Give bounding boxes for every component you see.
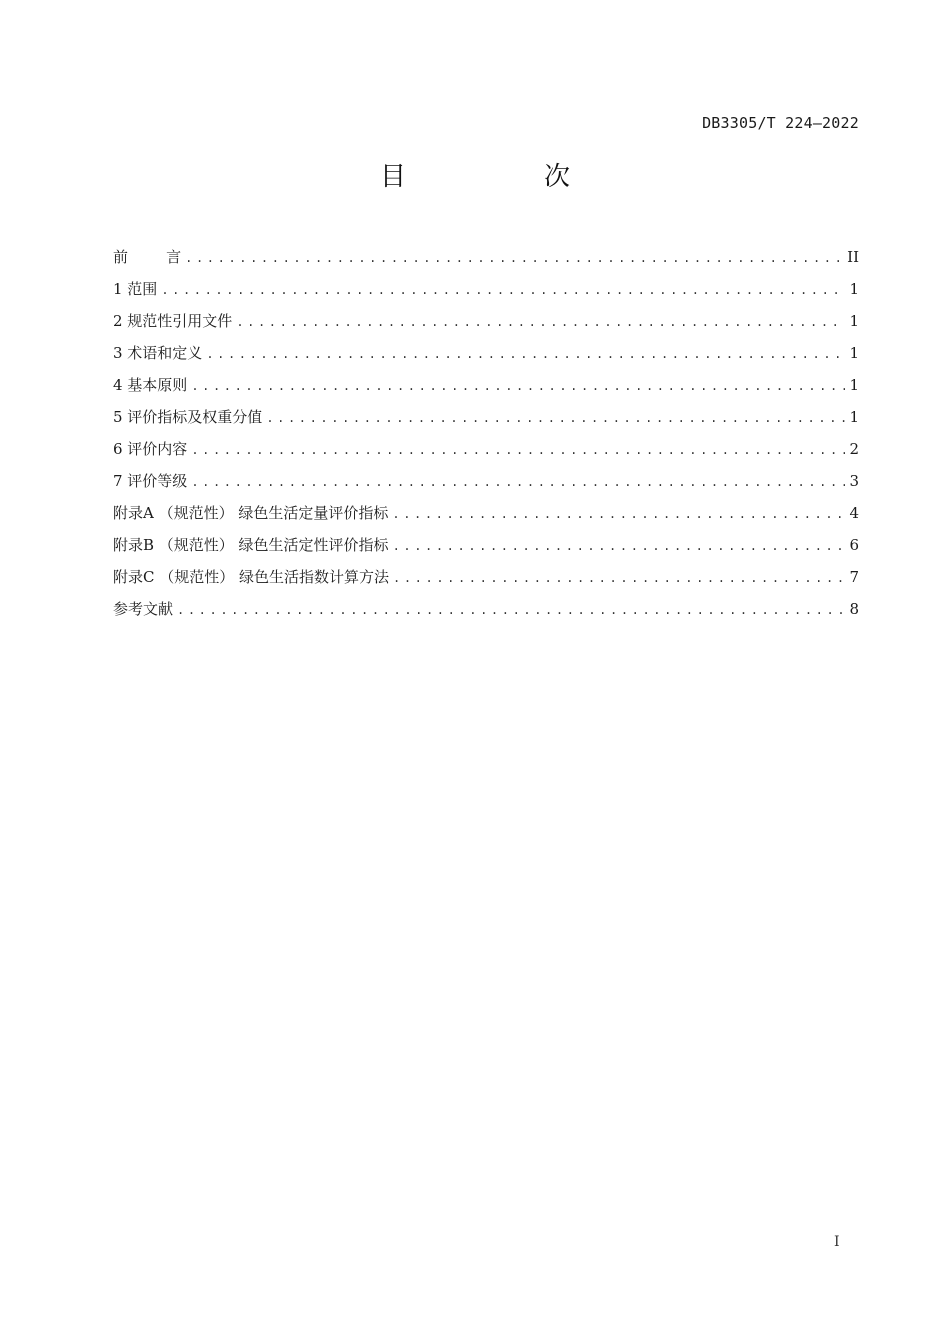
toc-entry-label: 7 评价等级 — [113, 472, 188, 490]
toc-entry-terms-definitions[interactable] — [113, 339, 859, 371]
toc-entry-label: 6 评价内容 — [113, 440, 188, 458]
toc-entry-page: 8 — [849, 600, 859, 618]
toc-entry-label: 3 术语和定义 — [113, 344, 203, 362]
toc-entry-appendix-a[interactable] — [113, 499, 859, 531]
page-number: I — [834, 1234, 840, 1250]
toc-entry-scope[interactable] — [113, 275, 859, 307]
toc-entry-label: 2 规范性引用文件 — [113, 312, 233, 330]
toc-entry-evaluation-content[interactable] — [113, 435, 859, 467]
toc-entry-label: 前 言 — [113, 248, 182, 266]
toc-entry-page: 4 — [849, 504, 859, 522]
toc-dot-leader — [177, 596, 845, 624]
toc-entry-foreword[interactable] — [113, 243, 859, 275]
toc-entry-bibliography[interactable] — [113, 595, 859, 627]
toc-entry-appendix-c[interactable] — [113, 563, 859, 595]
toc-dot-leader — [185, 244, 843, 272]
toc-entry-page: 1 — [849, 344, 859, 362]
toc-entry-page: 3 — [849, 472, 859, 490]
toc-title: 目 次 — [379, 162, 626, 192]
toc-entry-evaluation-indicators[interactable] — [113, 403, 859, 435]
toc-entry-page: 6 — [849, 536, 859, 554]
toc-entry-basic-principles[interactable] — [113, 371, 859, 403]
toc-entry-label: 附录B （规范性） 绿色生活定性评价指标 — [113, 536, 389, 554]
toc-dot-leader — [191, 436, 845, 464]
document-code: DB3305/T 224—2022 — [702, 114, 859, 132]
toc-entry-page: 1 — [849, 312, 859, 330]
toc-dot-leader — [393, 564, 845, 592]
toc-entry-page: 2 — [849, 440, 859, 458]
toc-entry-label: 4 基本原则 — [113, 376, 188, 394]
toc-entry-label: 1 范围 — [113, 280, 158, 298]
table-of-contents — [113, 243, 859, 627]
toc-dot-leader — [266, 404, 845, 432]
toc-entry-label: 参考文献 — [113, 600, 174, 618]
toc-dot-leader — [393, 532, 845, 560]
toc-entry-label: 5 评价指标及权重分值 — [113, 408, 263, 426]
toc-entry-label: 附录A （规范性） 绿色生活定量评价指标 — [113, 504, 389, 522]
toc-dot-leader — [161, 276, 845, 304]
toc-dot-leader — [191, 372, 845, 400]
toc-dot-leader — [191, 468, 845, 496]
toc-dot-leader — [392, 500, 845, 528]
toc-entry-appendix-b[interactable] — [113, 531, 859, 563]
toc-entry-page: 7 — [849, 568, 859, 586]
toc-dot-leader — [236, 308, 845, 336]
toc-entry-page: II — [847, 248, 859, 266]
toc-entry-label: 附录C （规范性） 绿色生活指数计算方法 — [113, 568, 390, 586]
toc-entry-normative-references[interactable] — [113, 307, 859, 339]
toc-entry-page: 1 — [849, 280, 859, 298]
toc-dot-leader — [206, 340, 845, 368]
toc-entry-page: 1 — [849, 408, 859, 426]
toc-entry-page: 1 — [849, 376, 859, 394]
toc-entry-evaluation-grades[interactable] — [113, 467, 859, 499]
